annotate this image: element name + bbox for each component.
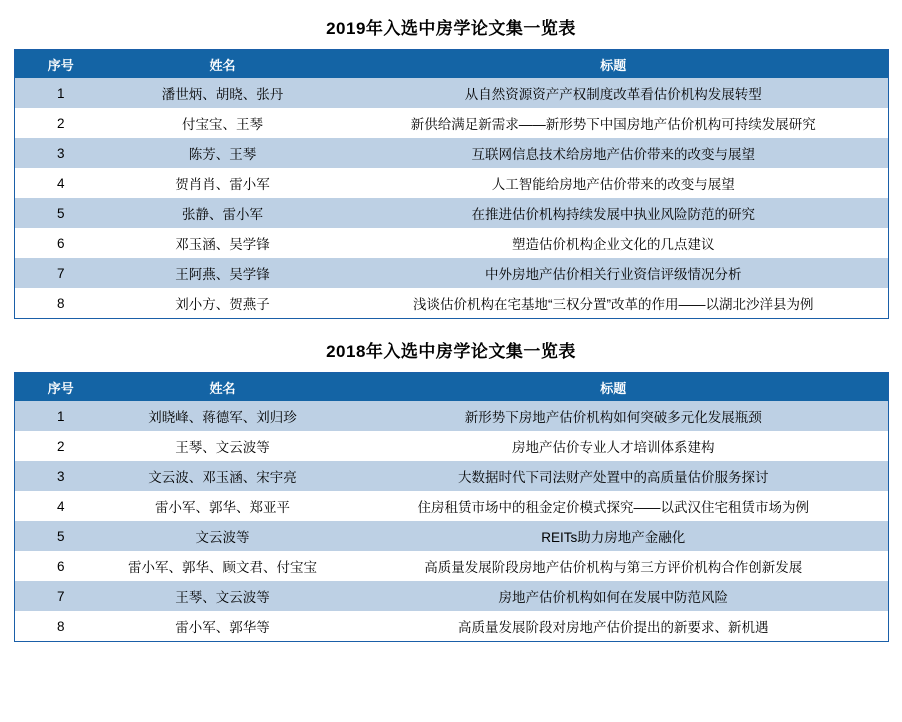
cell-name: 雷小军、郭华、顾文君、付宝宝	[107, 551, 339, 581]
table-header-2019	[15, 50, 889, 79]
cell-title: 新形势下房地产估价机构如何突破多元化发展瓶颈	[339, 401, 889, 431]
column-header-name: 姓名	[107, 50, 339, 79]
cell-index: 3	[15, 138, 107, 168]
page-title-2018: 2018年入选中房学论文集一览表	[326, 342, 576, 361]
cell-title: 中外房地产估价相关行业资信评级情况分析	[339, 258, 889, 288]
table-row	[15, 581, 889, 611]
cell-index: 3	[15, 461, 107, 491]
cell-name: 文云波、邓玉涵、宋宇亮	[107, 461, 339, 491]
column-header-title: 标题	[339, 373, 889, 402]
cell-name: 雷小军、郭华、郑亚平	[107, 491, 339, 521]
cell-name: 潘世炳、胡晓、张丹	[107, 78, 339, 108]
table-row	[15, 258, 889, 288]
table-row	[15, 431, 889, 461]
column-header-index: 序号	[15, 373, 107, 402]
cell-name: 雷小军、郭华等	[107, 611, 339, 642]
table-body-2018	[15, 401, 889, 642]
cell-title: 新供给满足新需求——新形势下中国房地产估价机构可持续发展研究	[339, 108, 889, 138]
cell-name: 张静、雷小军	[107, 198, 339, 228]
table-row	[15, 198, 889, 228]
cell-index: 4	[15, 491, 107, 521]
table-2019	[14, 49, 889, 319]
bottom-spacer	[14, 642, 888, 648]
table-row	[15, 108, 889, 138]
cell-index: 7	[15, 581, 107, 611]
cell-name: 陈芳、王琴	[107, 138, 339, 168]
cell-index: 1	[15, 78, 107, 108]
cell-name: 付宝宝、王琴	[107, 108, 339, 138]
cell-name: 刘晓峰、蒋德军、刘归珍	[107, 401, 339, 431]
table-2018	[14, 372, 889, 642]
table-row	[15, 611, 889, 642]
table-row	[15, 401, 889, 431]
table-row	[15, 138, 889, 168]
table-row	[15, 228, 889, 258]
cell-name: 文云波等	[107, 521, 339, 551]
cell-index: 6	[15, 228, 107, 258]
cell-title: 高质量发展阶段对房地产估价提出的新要求、新机遇	[339, 611, 889, 642]
table-header-2018	[15, 373, 889, 402]
cell-name: 邓玉涵、吴学锋	[107, 228, 339, 258]
table-row	[15, 78, 889, 108]
cell-index: 8	[15, 288, 107, 319]
cell-title: 在推进估价机构持续发展中执业风险防范的研究	[339, 198, 889, 228]
cell-name: 刘小方、贺燕子	[107, 288, 339, 319]
cell-name: 王阿燕、吴学锋	[107, 258, 339, 288]
table-row	[15, 521, 889, 551]
cell-index: 1	[15, 401, 107, 431]
table-row	[15, 551, 889, 581]
cell-name: 王琴、文云波等	[107, 581, 339, 611]
table-row	[15, 461, 889, 491]
cell-name: 贺肖肖、雷小军	[107, 168, 339, 198]
table-row	[15, 168, 889, 198]
cell-title: 从自然资源资产产权制度改革看估价机构发展转型	[339, 78, 889, 108]
column-header-index: 序号	[15, 50, 107, 79]
cell-index: 8	[15, 611, 107, 642]
table-row	[15, 491, 889, 521]
cell-name: 王琴、文云波等	[107, 431, 339, 461]
cell-title: REITs助力房地产金融化	[339, 521, 889, 551]
cell-title: 高质量发展阶段房地产估价机构与第三方评价机构合作创新发展	[339, 551, 889, 581]
column-header-title: 标题	[339, 50, 889, 79]
cell-title: 人工智能给房地产估价带来的改变与展望	[339, 168, 889, 198]
cell-index: 4	[15, 168, 107, 198]
cell-index: 2	[15, 108, 107, 138]
cell-title: 塑造估价机构企业文化的几点建议	[339, 228, 889, 258]
cell-title: 大数据时代下司法财产处置中的高质量估价服务探讨	[339, 461, 889, 491]
cell-index: 6	[15, 551, 107, 581]
table-row	[15, 288, 889, 319]
cell-title: 房地产估价专业人才培训体系建构	[339, 431, 889, 461]
cell-index: 5	[15, 198, 107, 228]
document-page	[0, 14, 902, 722]
cell-index: 7	[15, 258, 107, 288]
cell-index: 5	[15, 521, 107, 551]
column-header-name: 姓名	[107, 373, 339, 402]
cell-title: 浅谈估价机构在宅基地“三权分置”改革的作用——以湖北沙洋县为例	[339, 288, 889, 319]
cell-index: 2	[15, 431, 107, 461]
page-title-2019: 2019年入选中房学论文集一览表	[326, 19, 576, 38]
cell-title: 互联网信息技术给房地产估价带来的改变与展望	[339, 138, 889, 168]
cell-title: 住房租赁市场中的租金定价模式探究——以武汉住宅租赁市场为例	[339, 491, 889, 521]
table-header-row	[15, 50, 889, 79]
cell-title: 房地产估价机构如何在发展中防范风险	[339, 581, 889, 611]
table-body-2019	[15, 78, 889, 319]
table-header-row	[15, 373, 889, 402]
